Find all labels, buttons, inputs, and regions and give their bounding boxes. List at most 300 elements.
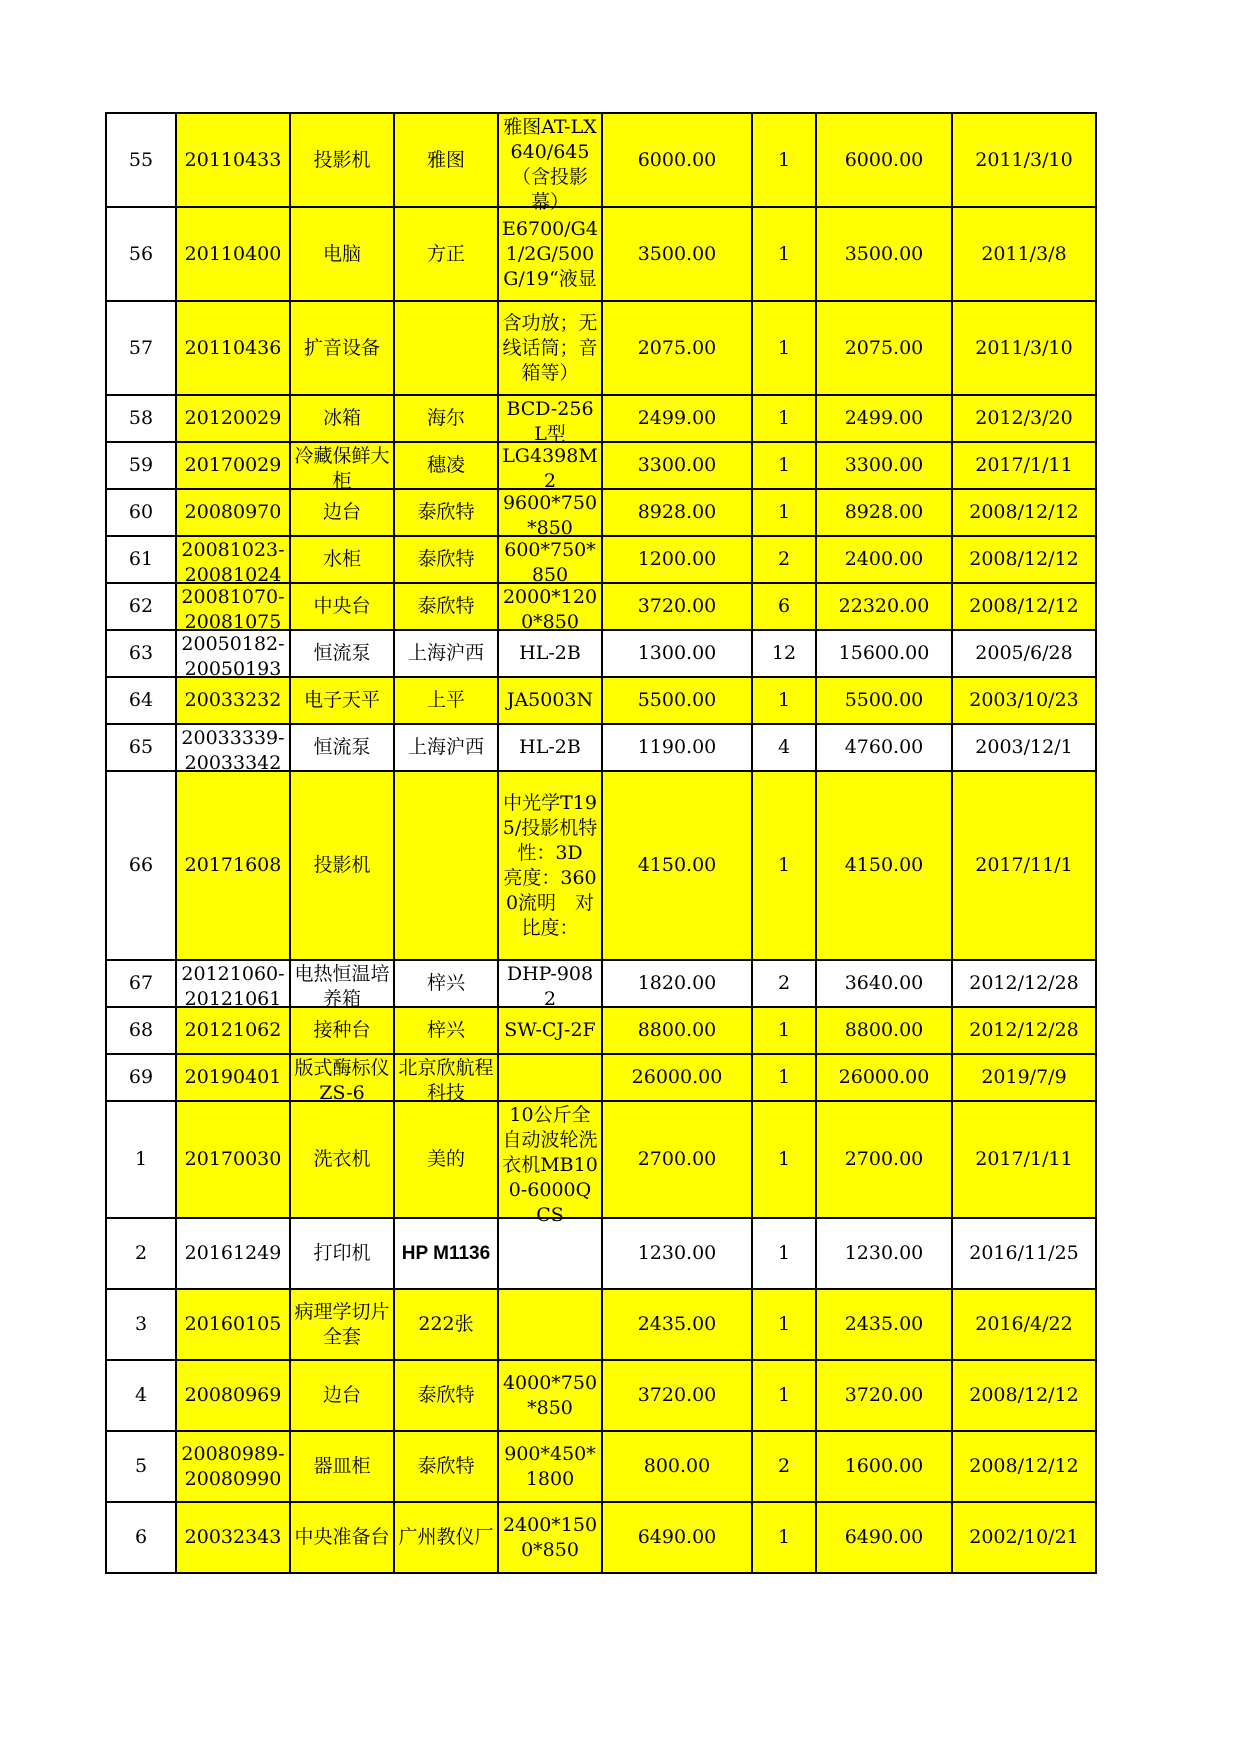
cell-model[interactable] xyxy=(498,583,602,633)
cell-index-text: 60 xyxy=(128,501,154,523)
cell-brand-text: 222张 xyxy=(418,1313,474,1335)
table-row xyxy=(106,1218,1096,1289)
cell-item-name-text: 电热恒温培养箱 xyxy=(294,963,390,1010)
cell-quantity[interactable] xyxy=(752,207,816,301)
cell-index-text: 61 xyxy=(128,548,154,570)
cell-index-text: 58 xyxy=(128,407,154,429)
cell-asset-code-text: 20033339-20033342 xyxy=(181,727,285,774)
cell-unit-price-text: 2700.00 xyxy=(637,1148,717,1170)
cell-quantity-text: 2 xyxy=(777,1455,791,1477)
cell-amount[interactable] xyxy=(816,1054,952,1101)
cell-asset-code[interactable] xyxy=(176,583,290,633)
cell-unit-price[interactable] xyxy=(602,113,752,207)
cell-quantity-text: 12 xyxy=(771,642,797,664)
cell-amount[interactable] xyxy=(816,1007,952,1054)
cell-brand-text: 美的 xyxy=(426,1148,465,1170)
cell-date[interactable] xyxy=(952,1218,1096,1289)
cell-date-text: 2002/10/21 xyxy=(969,1526,1079,1548)
cell-asset-code[interactable] xyxy=(176,395,290,442)
cell-asset-code-text: 20170029 xyxy=(184,454,282,476)
cell-unit-price[interactable] xyxy=(602,301,752,395)
cell-quantity[interactable] xyxy=(752,301,816,395)
cell-date[interactable] xyxy=(952,724,1096,771)
cell-index[interactable] xyxy=(106,442,176,489)
cell-item-name-text: 边台 xyxy=(322,501,361,523)
cell-model-text: 4000*750*850 xyxy=(502,1371,598,1419)
cell-item-name[interactable] xyxy=(290,1101,394,1218)
cell-quantity[interactable] xyxy=(752,1007,816,1054)
cell-amount[interactable] xyxy=(816,1289,952,1360)
table-row xyxy=(106,1054,1096,1101)
table-row xyxy=(106,583,1096,630)
cell-amount[interactable] xyxy=(816,771,952,960)
cell-date[interactable] xyxy=(952,630,1096,677)
cell-asset-code[interactable] xyxy=(176,489,290,536)
cell-brand[interactable] xyxy=(394,442,498,489)
cell-brand-text: 泰欣特 xyxy=(417,501,475,523)
table-row xyxy=(106,113,1096,207)
cell-date-text: 2012/12/28 xyxy=(969,972,1079,994)
cell-amount[interactable] xyxy=(816,1360,952,1431)
cell-item-name[interactable] xyxy=(290,1289,394,1360)
cell-amount-text: 8928.00 xyxy=(844,501,924,523)
cell-brand-text: 泰欣特 xyxy=(417,1384,475,1406)
cell-index[interactable] xyxy=(106,771,176,960)
cell-quantity-text: 4 xyxy=(777,736,791,758)
cell-quantity[interactable] xyxy=(752,489,816,536)
cell-unit-price[interactable] xyxy=(602,1502,752,1573)
cell-item-name-text: 洗衣机 xyxy=(313,1148,371,1170)
cell-quantity-text: 1 xyxy=(777,1384,791,1406)
cell-model[interactable] xyxy=(498,301,602,395)
cell-date[interactable] xyxy=(952,1101,1096,1218)
cell-amount[interactable] xyxy=(816,724,952,771)
cell-amount[interactable] xyxy=(816,630,952,677)
cell-quantity[interactable] xyxy=(752,113,816,207)
cell-index[interactable] xyxy=(106,630,176,677)
cell-amount[interactable] xyxy=(816,1101,952,1218)
cell-unit-price[interactable] xyxy=(602,536,752,583)
cell-amount[interactable] xyxy=(816,1218,952,1289)
cell-unit-price[interactable] xyxy=(602,771,752,960)
cell-model-text: 10公斤全自动波轮洗衣机MB100-6000QCS xyxy=(502,1104,598,1226)
cell-date-text: 2008/12/12 xyxy=(969,1384,1079,1406)
cell-index[interactable] xyxy=(106,536,176,583)
cell-item-name[interactable] xyxy=(290,724,394,771)
cell-index[interactable] xyxy=(106,1218,176,1289)
cell-asset-code[interactable] xyxy=(176,442,290,489)
cell-asset-code-text: 20121060-20121061 xyxy=(181,963,285,1010)
cell-item-name[interactable] xyxy=(290,489,394,536)
cell-brand-text: 上海沪西 xyxy=(407,642,484,664)
cell-amount-text: 3640.00 xyxy=(844,972,924,994)
cell-model[interactable] xyxy=(498,536,602,586)
cell-model[interactable] xyxy=(498,1218,602,1289)
cell-brand[interactable] xyxy=(394,207,498,301)
cell-unit-price-text: 3300.00 xyxy=(637,454,717,476)
cell-asset-code-text: 20110400 xyxy=(184,242,282,265)
cell-asset-code[interactable] xyxy=(176,1054,290,1101)
cell-index[interactable] xyxy=(106,1007,176,1054)
cell-model[interactable] xyxy=(498,1007,602,1054)
cell-amount-text: 2400.00 xyxy=(844,548,924,570)
cell-quantity-text: 1 xyxy=(777,689,791,711)
cell-quantity[interactable] xyxy=(752,771,816,960)
cell-asset-code[interactable] xyxy=(176,1502,290,1573)
cell-asset-code[interactable] xyxy=(176,301,290,395)
cell-date-text: 2017/1/11 xyxy=(975,1148,1073,1170)
cell-item-name-text: 边台 xyxy=(322,1384,361,1406)
cell-quantity[interactable] xyxy=(752,1289,816,1360)
cell-model-text: LG4398M2 xyxy=(502,445,598,492)
table-row xyxy=(106,1101,1096,1218)
cell-index-text: 55 xyxy=(128,148,154,171)
cell-brand-text: 广州教仪厂 xyxy=(398,1526,494,1548)
cell-unit-price[interactable] xyxy=(602,1218,752,1289)
cell-brand[interactable] xyxy=(394,301,498,395)
cell-quantity[interactable] xyxy=(752,1218,816,1289)
cell-brand[interactable] xyxy=(394,1502,498,1573)
table-row xyxy=(106,771,1096,960)
cell-date-text: 2012/3/20 xyxy=(975,407,1073,429)
cell-brand[interactable] xyxy=(394,395,498,442)
cell-date-text: 2008/12/12 xyxy=(969,501,1079,523)
cell-model[interactable] xyxy=(498,1502,602,1573)
cell-item-name[interactable] xyxy=(290,771,394,960)
cell-asset-code[interactable] xyxy=(176,1101,290,1218)
cell-index[interactable] xyxy=(106,113,176,207)
cell-date[interactable] xyxy=(952,207,1096,301)
cell-item-name[interactable] xyxy=(290,1360,394,1431)
cell-amount-text: 2700.00 xyxy=(844,1148,924,1170)
cell-model-text: 含功放；无线话筒；音箱等） xyxy=(502,311,598,384)
cell-item-name-text: 版式酶标仪ZS-6 xyxy=(294,1057,390,1104)
cell-asset-code-text: 20081023-20081024 xyxy=(181,539,285,586)
cell-quantity[interactable] xyxy=(752,724,816,771)
cell-amount-text: 2075.00 xyxy=(844,336,924,359)
cell-quantity[interactable] xyxy=(752,677,816,724)
cell-date[interactable] xyxy=(952,489,1096,536)
cell-date[interactable] xyxy=(952,1502,1096,1573)
cell-quantity[interactable] xyxy=(752,583,816,630)
cell-model[interactable] xyxy=(498,724,602,771)
cell-unit-price[interactable] xyxy=(602,724,752,771)
cell-asset-code[interactable] xyxy=(176,677,290,724)
cell-asset-code-text: 20190401 xyxy=(184,1066,282,1088)
cell-asset-code[interactable] xyxy=(176,1218,290,1289)
cell-unit-price-text: 3720.00 xyxy=(637,595,717,617)
cell-model[interactable] xyxy=(498,677,602,724)
cell-date[interactable] xyxy=(952,1007,1096,1054)
cell-quantity-text: 1 xyxy=(777,454,791,476)
cell-model[interactable] xyxy=(498,489,602,539)
cell-quantity-text: 1 xyxy=(777,1242,791,1264)
cell-brand[interactable] xyxy=(394,724,498,771)
asset-table-body xyxy=(106,113,1096,1573)
cell-model-text: 2400*1500*850 xyxy=(502,1513,598,1561)
cell-date[interactable] xyxy=(952,395,1096,442)
cell-index[interactable] xyxy=(106,583,176,630)
cell-amount-text: 3720.00 xyxy=(844,1384,924,1406)
cell-index[interactable] xyxy=(106,1360,176,1431)
cell-date-text: 2005/6/28 xyxy=(975,642,1073,664)
cell-brand[interactable] xyxy=(394,1218,498,1289)
table-row xyxy=(106,207,1096,301)
cell-item-name-text: 投影机 xyxy=(313,854,371,876)
cell-date-text: 2011/3/10 xyxy=(975,148,1073,171)
cell-index[interactable] xyxy=(106,677,176,724)
cell-model-text: 600*750*850 xyxy=(504,539,596,586)
cell-brand[interactable] xyxy=(394,960,498,1007)
cell-unit-price-text: 3500.00 xyxy=(637,242,717,265)
cell-unit-price-text: 26000.00 xyxy=(631,1066,723,1088)
cell-item-name[interactable] xyxy=(290,1502,394,1573)
cell-asset-code-text: 20121062 xyxy=(184,1019,282,1041)
cell-item-name[interactable] xyxy=(290,1054,394,1104)
cell-model-text: 雅图AT-LX640/645（含投影幕） xyxy=(503,116,597,213)
cell-model[interactable] xyxy=(498,630,602,677)
cell-asset-code[interactable] xyxy=(176,1360,290,1431)
cell-amount[interactable] xyxy=(816,489,952,536)
table-row xyxy=(106,489,1096,536)
cell-model[interactable] xyxy=(498,207,602,301)
cell-item-name[interactable] xyxy=(290,395,394,442)
cell-model[interactable] xyxy=(498,1054,602,1101)
cell-item-name[interactable] xyxy=(290,630,394,677)
cell-index[interactable] xyxy=(106,1289,176,1360)
cell-quantity[interactable] xyxy=(752,442,816,489)
cell-quantity-text: 1 xyxy=(777,1526,791,1548)
cell-amount[interactable] xyxy=(816,583,952,630)
cell-date[interactable] xyxy=(952,771,1096,960)
cell-asset-code[interactable] xyxy=(176,724,290,774)
cell-date-text: 2008/12/12 xyxy=(969,1455,1079,1477)
cell-brand[interactable] xyxy=(394,1360,498,1431)
cell-brand[interactable] xyxy=(394,536,498,583)
cell-item-name[interactable] xyxy=(290,1431,394,1502)
cell-unit-price[interactable] xyxy=(602,960,752,1007)
cell-unit-price[interactable] xyxy=(602,489,752,536)
cell-amount[interactable] xyxy=(816,207,952,301)
cell-amount[interactable] xyxy=(816,677,952,724)
cell-item-name[interactable] xyxy=(290,113,394,207)
cell-date[interactable] xyxy=(952,1289,1096,1360)
cell-unit-price[interactable] xyxy=(602,1101,752,1218)
cell-unit-price[interactable] xyxy=(602,677,752,724)
cell-unit-price[interactable] xyxy=(602,207,752,301)
cell-index-text: 67 xyxy=(128,972,154,994)
cell-quantity[interactable] xyxy=(752,395,816,442)
cell-brand[interactable] xyxy=(394,1007,498,1054)
cell-quantity[interactable] xyxy=(752,1502,816,1573)
cell-asset-code[interactable] xyxy=(176,630,290,680)
cell-date-text: 2016/4/22 xyxy=(975,1313,1073,1335)
cell-index[interactable] xyxy=(106,724,176,771)
cell-brand[interactable] xyxy=(394,1101,498,1218)
cell-date[interactable] xyxy=(952,583,1096,630)
cell-asset-code-text: 20110433 xyxy=(184,148,282,171)
cell-index-text: 59 xyxy=(128,454,154,476)
cell-item-name-text: 恒流泵 xyxy=(313,642,371,664)
cell-asset-code[interactable] xyxy=(176,113,290,207)
cell-amount[interactable] xyxy=(816,1431,952,1502)
cell-date[interactable] xyxy=(952,1360,1096,1431)
cell-brand[interactable] xyxy=(394,583,498,630)
cell-amount[interactable] xyxy=(816,395,952,442)
cell-unit-price-text: 8800.00 xyxy=(637,1019,717,1041)
cell-quantity[interactable] xyxy=(752,630,816,677)
cell-amount[interactable] xyxy=(816,1502,952,1573)
cell-index-text: 64 xyxy=(128,689,154,711)
cell-model-text: BCD-256L型 xyxy=(506,398,594,445)
cell-unit-price-text: 1820.00 xyxy=(637,972,717,994)
cell-quantity-text: 6 xyxy=(777,595,791,617)
cell-quantity[interactable] xyxy=(752,1054,816,1101)
cell-brand-text: 雅图 xyxy=(426,148,465,171)
cell-brand[interactable] xyxy=(394,677,498,724)
cell-unit-price[interactable] xyxy=(602,583,752,630)
cell-item-name[interactable] xyxy=(290,536,394,583)
cell-brand[interactable] xyxy=(394,630,498,677)
cell-asset-code-text: 20161249 xyxy=(184,1242,282,1264)
cell-unit-price[interactable] xyxy=(602,442,752,489)
cell-item-name[interactable] xyxy=(290,207,394,301)
table-row xyxy=(106,536,1096,583)
cell-index[interactable] xyxy=(106,1502,176,1573)
cell-date[interactable] xyxy=(952,536,1096,583)
cell-brand[interactable] xyxy=(394,113,498,207)
table-row xyxy=(106,1007,1096,1054)
cell-index-text: 4 xyxy=(134,1384,148,1406)
cell-index-text: 65 xyxy=(128,736,154,758)
cell-item-name[interactable] xyxy=(290,677,394,724)
cell-index-text: 2 xyxy=(134,1242,148,1264)
cell-unit-price-text: 2075.00 xyxy=(637,336,717,359)
cell-brand[interactable] xyxy=(394,1289,498,1360)
cell-amount-text: 1600.00 xyxy=(844,1455,924,1477)
cell-asset-code[interactable] xyxy=(176,1431,290,1502)
cell-model[interactable] xyxy=(498,113,602,213)
cell-unit-price[interactable] xyxy=(602,395,752,442)
cell-model[interactable] xyxy=(498,960,602,1010)
cell-asset-code[interactable] xyxy=(176,207,290,301)
cell-date[interactable] xyxy=(952,677,1096,724)
table-row xyxy=(106,724,1096,771)
cell-item-name[interactable] xyxy=(290,960,394,1010)
cell-asset-code[interactable] xyxy=(176,536,290,586)
cell-asset-code[interactable] xyxy=(176,960,290,1010)
cell-asset-code-text: 20171608 xyxy=(184,854,282,876)
cell-index[interactable] xyxy=(106,395,176,442)
cell-unit-price[interactable] xyxy=(602,630,752,677)
cell-unit-price[interactable] xyxy=(602,1431,752,1502)
cell-brand[interactable] xyxy=(394,771,498,960)
cell-amount-text: 22320.00 xyxy=(838,595,930,617)
cell-index[interactable] xyxy=(106,489,176,536)
cell-date[interactable] xyxy=(952,113,1096,207)
cell-item-name[interactable] xyxy=(290,1218,394,1289)
cell-date[interactable] xyxy=(952,301,1096,395)
cell-asset-code-text: 20080989-20080990 xyxy=(181,1442,285,1490)
cell-amount[interactable] xyxy=(816,536,952,583)
cell-quantity[interactable] xyxy=(752,1360,816,1431)
cell-model[interactable] xyxy=(498,1360,602,1431)
cell-unit-price-text: 1300.00 xyxy=(637,642,717,664)
cell-quantity[interactable] xyxy=(752,536,816,583)
cell-item-name[interactable] xyxy=(290,442,394,492)
cell-asset-code-text: 20120029 xyxy=(184,407,282,429)
cell-index-text: 66 xyxy=(128,854,154,876)
cell-unit-price[interactable] xyxy=(602,1360,752,1431)
cell-date[interactable] xyxy=(952,960,1096,1007)
cell-item-name[interactable] xyxy=(290,301,394,395)
cell-quantity[interactable] xyxy=(752,1101,816,1218)
cell-index-text: 62 xyxy=(128,595,154,617)
cell-date[interactable] xyxy=(952,442,1096,489)
cell-asset-code[interactable] xyxy=(176,771,290,960)
cell-brand[interactable] xyxy=(394,1431,498,1502)
cell-asset-code-text: 20081070-20081075 xyxy=(181,586,285,633)
cell-brand[interactable] xyxy=(394,1054,498,1104)
cell-index-text: 68 xyxy=(128,1019,154,1041)
cell-index[interactable] xyxy=(106,960,176,1007)
cell-unit-price-text: 1200.00 xyxy=(637,548,717,570)
cell-quantity[interactable] xyxy=(752,1431,816,1502)
cell-brand[interactable] xyxy=(394,489,498,536)
cell-item-name-text: 冰箱 xyxy=(322,407,361,429)
cell-asset-code-text: 20032343 xyxy=(184,1526,282,1548)
cell-amount[interactable] xyxy=(816,113,952,207)
cell-date-text: 2008/12/12 xyxy=(969,548,1079,570)
cell-item-name-text: 接种台 xyxy=(313,1019,371,1041)
cell-index[interactable] xyxy=(106,1054,176,1101)
cell-amount[interactable] xyxy=(816,442,952,489)
asset-table xyxy=(105,112,1097,1574)
cell-date[interactable] xyxy=(952,1054,1096,1101)
cell-unit-price[interactable] xyxy=(602,1289,752,1360)
cell-amount[interactable] xyxy=(816,301,952,395)
cell-model[interactable] xyxy=(498,1431,602,1502)
cell-model[interactable] xyxy=(498,442,602,492)
cell-model[interactable] xyxy=(498,1101,602,1226)
cell-model[interactable] xyxy=(498,395,602,445)
cell-index[interactable] xyxy=(106,207,176,301)
cell-model[interactable] xyxy=(498,771,602,960)
cell-item-name-text: 电子天平 xyxy=(303,689,380,711)
cell-index[interactable] xyxy=(106,1101,176,1218)
cell-unit-price[interactable] xyxy=(602,1007,752,1054)
cell-amount[interactable] xyxy=(816,960,952,1007)
cell-model-text: E6700/G41/2G/500G/19“液显 xyxy=(502,217,598,290)
cell-brand-text: 梓兴 xyxy=(426,972,465,994)
cell-unit-price[interactable] xyxy=(602,1054,752,1101)
cell-item-name[interactable] xyxy=(290,583,394,630)
cell-index[interactable] xyxy=(106,1431,176,1502)
cell-quantity[interactable] xyxy=(752,960,816,1007)
cell-unit-price-text: 5500.00 xyxy=(637,689,717,711)
table-row xyxy=(106,1289,1096,1360)
cell-model-text: 900*450*1800 xyxy=(504,1442,596,1490)
cell-date[interactable] xyxy=(952,1431,1096,1502)
cell-asset-code[interactable] xyxy=(176,1289,290,1360)
table-row xyxy=(106,630,1096,677)
cell-asset-code-text: 20033232 xyxy=(184,689,282,711)
cell-item-name[interactable] xyxy=(290,1007,394,1054)
cell-index[interactable] xyxy=(106,301,176,395)
cell-model[interactable] xyxy=(498,1289,602,1360)
cell-asset-code-text: 20110436 xyxy=(184,336,282,359)
cell-asset-code[interactable] xyxy=(176,1007,290,1054)
